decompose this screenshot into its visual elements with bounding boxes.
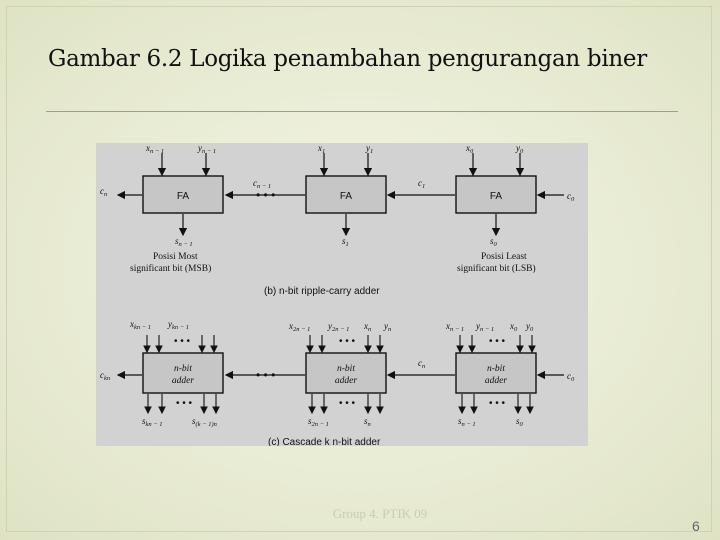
svg-text:yn: $y_n$: [384, 321, 392, 333]
svg-text:sn: $s_n$: [364, 416, 371, 428]
svg-text:ykn − 1: $y_{kn - 1}$: [168, 319, 190, 331]
nbit-label-k-1: n-bit: [174, 364, 192, 374]
svg-text:• • •: • • •: [489, 398, 506, 409]
svg-text:x2n − 1: $x_{2n - 1}$: [289, 321, 311, 333]
svg-text:s0: $s_0$: [516, 416, 523, 428]
slide-title: Gambar 6.2 Logika penambahan pengurangan biner: [48, 46, 647, 72]
nbit-label-2-2: adder: [334, 376, 358, 386]
svg-text:• • •: • • •: [176, 398, 193, 409]
svg-text:• • •: • • •: [174, 336, 191, 347]
msb-label-line1: Posisi Most: [153, 252, 198, 262]
svg-text:y2n − 1: $y_{2n - 1}$: [328, 321, 350, 333]
svg-text:xkn − 1: $x_{kn - 1}$: [130, 319, 152, 331]
fa-label-lsb: FA: [489, 191, 503, 202]
svg-text:y0: $y_0$: [516, 143, 524, 155]
svg-text:xn − 1: $x_{n - 1}$: [146, 143, 165, 155]
svg-text:yn − 1: $y_{n - 1}$: [198, 143, 217, 155]
svg-text:c1: $c_1$: [418, 178, 426, 190]
svg-text:s2n − 1: $s_{2n - 1}$: [308, 416, 329, 428]
svg-text:s(k − 1)n: $s_{(k - 1)n}$: [192, 416, 217, 428]
svg-text:y0: $y_0$: [526, 321, 534, 333]
svg-text:x1: $x_1$: [318, 143, 326, 155]
ripple-caption: (b) n-bit ripple-carry adder: [264, 286, 380, 297]
svg-text:• • •: • • •: [256, 368, 276, 382]
svg-text:sn − 1: $s_{n - 1}$: [458, 416, 476, 428]
svg-text:c0: $c_0$: [567, 191, 575, 203]
svg-text:• • •: • • •: [339, 336, 356, 347]
fa-label-msb: FA: [176, 191, 190, 202]
nbit-label-k-2: adder: [171, 376, 195, 386]
nbit-label-2-1: n-bit: [337, 364, 355, 374]
svg-text:skn − 1: $s_{kn - 1}$: [142, 416, 163, 428]
svg-text:s0: $s_0$: [490, 236, 497, 248]
fa-label-1: FA: [339, 191, 353, 202]
svg-text:x0: $x_0$: [466, 143, 474, 155]
nbit-label-1-2: adder: [484, 376, 508, 386]
svg-text:• • •: • • •: [256, 188, 276, 202]
svg-text:c0: $c_0$: [567, 371, 575, 383]
svg-text:yn − 1: $y_{n - 1}$: [476, 321, 495, 333]
cascade-caption: (c) Cascade k n-bit adder: [268, 437, 381, 446]
svg-text:xn − 1: $x_{n - 1}$: [446, 321, 465, 333]
slide-footer: Group 4. PTIK 09: [332, 506, 428, 521]
svg-text:s1: $s_1$: [342, 236, 349, 248]
nbit-label-1-1: n-bit: [487, 364, 505, 374]
svg-text:• • •: • • •: [489, 336, 506, 347]
lsb-label-line1: Posisi Least: [481, 252, 527, 262]
svg-text:• • •: • • •: [339, 398, 356, 409]
svg-text:x0: $x_0$: [510, 321, 518, 333]
msb-label-line2: significant bit (MSB): [130, 264, 212, 274]
adder-diagram: [96, 143, 588, 446]
svg-text:xn: $x_n$: [364, 321, 372, 333]
svg-text:cn − 1: $c_{n - 1}$: [253, 178, 272, 190]
svg-text:cn: $c_n$: [418, 358, 426, 370]
title-divider: [46, 111, 678, 112]
lsb-label-line2: significant bit (LSB): [457, 264, 536, 274]
svg-text:cn: $c_n$: [100, 186, 108, 198]
svg-text:y1: $y_1$: [366, 143, 374, 155]
svg-text:sn − 1: $s_{n - 1}$: [175, 236, 193, 248]
page-number: 6: [692, 518, 700, 534]
svg-text:ckn: $c_{kn}$: [100, 370, 111, 382]
